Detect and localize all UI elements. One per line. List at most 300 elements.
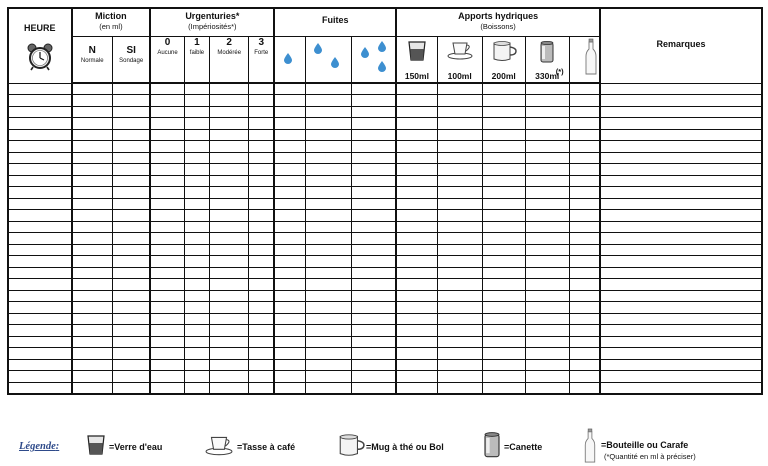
diary-cell[interactable]	[351, 382, 396, 394]
diary-cell[interactable]	[274, 336, 305, 348]
diary-cell[interactable]	[482, 382, 525, 394]
diary-cell[interactable]	[249, 371, 275, 383]
diary-cell[interactable]	[482, 359, 525, 371]
diary-cell[interactable]	[351, 129, 396, 141]
diary-cell[interactable]	[8, 256, 72, 268]
diary-cell[interactable]	[112, 141, 150, 153]
diary-cell[interactable]	[525, 83, 569, 95]
diary-cell[interactable]	[600, 313, 762, 325]
diary-cell[interactable]	[396, 325, 437, 337]
diary-cell[interactable]	[210, 290, 249, 302]
diary-cell[interactable]	[569, 129, 600, 141]
diary-cell[interactable]	[437, 106, 482, 118]
diary-cell[interactable]	[72, 371, 113, 383]
diary-cell[interactable]	[437, 233, 482, 245]
diary-cell[interactable]	[112, 279, 150, 291]
diary-cell[interactable]	[569, 325, 600, 337]
diary-cell[interactable]	[274, 118, 305, 130]
diary-cell[interactable]	[482, 313, 525, 325]
diary-cell[interactable]	[72, 267, 113, 279]
diary-cell[interactable]	[274, 164, 305, 176]
diary-cell[interactable]	[274, 290, 305, 302]
diary-cell[interactable]	[249, 187, 275, 199]
diary-cell[interactable]	[249, 152, 275, 164]
diary-cell[interactable]	[305, 348, 351, 360]
diary-cell[interactable]	[249, 210, 275, 222]
diary-cell[interactable]	[569, 210, 600, 222]
diary-cell[interactable]	[72, 164, 113, 176]
diary-cell[interactable]	[600, 279, 762, 291]
diary-cell[interactable]	[437, 152, 482, 164]
diary-cell[interactable]	[525, 198, 569, 210]
diary-cell[interactable]	[210, 129, 249, 141]
diary-cell[interactable]	[482, 244, 525, 256]
diary-cell[interactable]	[396, 198, 437, 210]
diary-cell[interactable]	[112, 95, 150, 107]
diary-cell[interactable]	[305, 267, 351, 279]
diary-cell[interactable]	[482, 141, 525, 153]
diary-cell[interactable]	[305, 244, 351, 256]
diary-cell[interactable]	[437, 164, 482, 176]
diary-cell[interactable]	[8, 118, 72, 130]
diary-cell[interactable]	[437, 382, 482, 394]
diary-cell[interactable]	[274, 187, 305, 199]
diary-cell[interactable]	[569, 164, 600, 176]
diary-cell[interactable]	[305, 302, 351, 314]
diary-cell[interactable]	[305, 233, 351, 245]
diary-cell[interactable]	[184, 221, 210, 233]
diary-cell[interactable]	[600, 359, 762, 371]
diary-cell[interactable]	[274, 95, 305, 107]
diary-cell[interactable]	[72, 382, 113, 394]
diary-cell[interactable]	[351, 210, 396, 222]
diary-cell[interactable]	[600, 118, 762, 130]
diary-cell[interactable]	[600, 244, 762, 256]
diary-cell[interactable]	[396, 302, 437, 314]
diary-cell[interactable]	[72, 290, 113, 302]
diary-cell[interactable]	[112, 313, 150, 325]
diary-cell[interactable]	[437, 256, 482, 268]
diary-cell[interactable]	[305, 221, 351, 233]
diary-cell[interactable]	[184, 348, 210, 360]
diary-cell[interactable]	[72, 141, 113, 153]
diary-cell[interactable]	[112, 267, 150, 279]
diary-cell[interactable]	[482, 256, 525, 268]
diary-cell[interactable]	[8, 359, 72, 371]
diary-cell[interactable]	[210, 382, 249, 394]
diary-cell[interactable]	[184, 118, 210, 130]
diary-cell[interactable]	[8, 210, 72, 222]
diary-cell[interactable]	[8, 187, 72, 199]
diary-cell[interactable]	[396, 164, 437, 176]
diary-cell[interactable]	[150, 141, 184, 153]
diary-cell[interactable]	[525, 279, 569, 291]
diary-cell[interactable]	[112, 83, 150, 95]
diary-cell[interactable]	[112, 348, 150, 360]
diary-cell[interactable]	[600, 267, 762, 279]
diary-cell[interactable]	[351, 348, 396, 360]
diary-cell[interactable]	[184, 371, 210, 383]
diary-cell[interactable]	[600, 348, 762, 360]
diary-cell[interactable]	[525, 233, 569, 245]
diary-cell[interactable]	[437, 279, 482, 291]
diary-cell[interactable]	[210, 313, 249, 325]
diary-cell[interactable]	[525, 210, 569, 222]
diary-cell[interactable]	[437, 118, 482, 130]
diary-cell[interactable]	[396, 233, 437, 245]
diary-cell[interactable]	[305, 279, 351, 291]
diary-cell[interactable]	[150, 164, 184, 176]
diary-cell[interactable]	[600, 175, 762, 187]
diary-cell[interactable]	[150, 221, 184, 233]
diary-cell[interactable]	[184, 325, 210, 337]
diary-cell[interactable]	[210, 325, 249, 337]
diary-cell[interactable]	[351, 233, 396, 245]
diary-cell[interactable]	[351, 302, 396, 314]
diary-cell[interactable]	[569, 359, 600, 371]
diary-cell[interactable]	[150, 348, 184, 360]
diary-cell[interactable]	[150, 359, 184, 371]
diary-cell[interactable]	[396, 359, 437, 371]
diary-cell[interactable]	[112, 187, 150, 199]
diary-cell[interactable]	[482, 233, 525, 245]
diary-cell[interactable]	[72, 221, 113, 233]
diary-cell[interactable]	[274, 267, 305, 279]
diary-cell[interactable]	[184, 152, 210, 164]
diary-cell[interactable]	[437, 187, 482, 199]
diary-cell[interactable]	[305, 187, 351, 199]
diary-cell[interactable]	[396, 244, 437, 256]
diary-cell[interactable]	[210, 198, 249, 210]
diary-cell[interactable]	[600, 290, 762, 302]
diary-cell[interactable]	[525, 141, 569, 153]
diary-cell[interactable]	[274, 302, 305, 314]
diary-cell[interactable]	[569, 267, 600, 279]
diary-cell[interactable]	[351, 221, 396, 233]
diary-cell[interactable]	[274, 325, 305, 337]
diary-cell[interactable]	[8, 244, 72, 256]
diary-cell[interactable]	[274, 221, 305, 233]
diary-cell[interactable]	[210, 336, 249, 348]
diary-cell[interactable]	[600, 336, 762, 348]
diary-cell[interactable]	[274, 152, 305, 164]
diary-cell[interactable]	[525, 129, 569, 141]
diary-cell[interactable]	[569, 198, 600, 210]
diary-cell[interactable]	[437, 83, 482, 95]
diary-cell[interactable]	[249, 106, 275, 118]
diary-cell[interactable]	[482, 118, 525, 130]
diary-cell[interactable]	[600, 141, 762, 153]
diary-cell[interactable]	[150, 95, 184, 107]
diary-cell[interactable]	[249, 95, 275, 107]
diary-cell[interactable]	[482, 187, 525, 199]
diary-cell[interactable]	[525, 336, 569, 348]
diary-cell[interactable]	[525, 221, 569, 233]
diary-cell[interactable]	[351, 325, 396, 337]
diary-cell[interactable]	[249, 279, 275, 291]
diary-cell[interactable]	[249, 141, 275, 153]
diary-cell[interactable]	[437, 359, 482, 371]
diary-cell[interactable]	[569, 233, 600, 245]
diary-cell[interactable]	[112, 302, 150, 314]
diary-cell[interactable]	[569, 95, 600, 107]
diary-cell[interactable]	[396, 290, 437, 302]
diary-cell[interactable]	[150, 371, 184, 383]
diary-cell[interactable]	[482, 221, 525, 233]
diary-cell[interactable]	[184, 175, 210, 187]
diary-cell[interactable]	[437, 371, 482, 383]
diary-cell[interactable]	[525, 302, 569, 314]
diary-cell[interactable]	[600, 233, 762, 245]
diary-cell[interactable]	[351, 359, 396, 371]
diary-cell[interactable]	[305, 164, 351, 176]
diary-cell[interactable]	[600, 302, 762, 314]
diary-cell[interactable]	[600, 221, 762, 233]
diary-cell[interactable]	[274, 175, 305, 187]
diary-cell[interactable]	[351, 118, 396, 130]
diary-cell[interactable]	[600, 325, 762, 337]
diary-cell[interactable]	[150, 152, 184, 164]
diary-cell[interactable]	[569, 106, 600, 118]
diary-cell[interactable]	[210, 256, 249, 268]
diary-cell[interactable]	[482, 210, 525, 222]
diary-cell[interactable]	[305, 152, 351, 164]
diary-cell[interactable]	[210, 279, 249, 291]
diary-cell[interactable]	[8, 302, 72, 314]
diary-cell[interactable]	[600, 106, 762, 118]
diary-cell[interactable]	[249, 129, 275, 141]
diary-cell[interactable]	[525, 267, 569, 279]
diary-cell[interactable]	[274, 83, 305, 95]
diary-cell[interactable]	[396, 313, 437, 325]
diary-cell[interactable]	[112, 336, 150, 348]
diary-cell[interactable]	[396, 382, 437, 394]
diary-cell[interactable]	[249, 233, 275, 245]
diary-cell[interactable]	[150, 106, 184, 118]
diary-cell[interactable]	[305, 141, 351, 153]
diary-cell[interactable]	[351, 152, 396, 164]
diary-cell[interactable]	[184, 382, 210, 394]
diary-cell[interactable]	[600, 129, 762, 141]
diary-cell[interactable]	[249, 118, 275, 130]
diary-cell[interactable]	[150, 118, 184, 130]
diary-cell[interactable]	[525, 164, 569, 176]
diary-cell[interactable]	[525, 290, 569, 302]
diary-cell[interactable]	[351, 106, 396, 118]
diary-cell[interactable]	[112, 256, 150, 268]
diary-cell[interactable]	[437, 325, 482, 337]
diary-cell[interactable]	[569, 175, 600, 187]
diary-cell[interactable]	[249, 325, 275, 337]
diary-cell[interactable]	[396, 256, 437, 268]
diary-cell[interactable]	[8, 175, 72, 187]
diary-cell[interactable]	[437, 198, 482, 210]
diary-cell[interactable]	[396, 279, 437, 291]
diary-cell[interactable]	[210, 141, 249, 153]
diary-cell[interactable]	[150, 198, 184, 210]
diary-cell[interactable]	[112, 221, 150, 233]
diary-cell[interactable]	[600, 152, 762, 164]
diary-cell[interactable]	[482, 371, 525, 383]
diary-cell[interactable]	[8, 83, 72, 95]
diary-cell[interactable]	[249, 164, 275, 176]
diary-cell[interactable]	[305, 175, 351, 187]
diary-cell[interactable]	[351, 290, 396, 302]
diary-cell[interactable]	[396, 95, 437, 107]
diary-cell[interactable]	[274, 256, 305, 268]
diary-cell[interactable]	[525, 244, 569, 256]
diary-cell[interactable]	[150, 129, 184, 141]
diary-cell[interactable]	[351, 256, 396, 268]
diary-cell[interactable]	[184, 95, 210, 107]
diary-cell[interactable]	[569, 118, 600, 130]
diary-cell[interactable]	[569, 279, 600, 291]
diary-cell[interactable]	[437, 290, 482, 302]
diary-cell[interactable]	[150, 244, 184, 256]
diary-cell[interactable]	[525, 348, 569, 360]
diary-cell[interactable]	[150, 336, 184, 348]
diary-cell[interactable]	[482, 325, 525, 337]
diary-cell[interactable]	[8, 325, 72, 337]
diary-cell[interactable]	[72, 279, 113, 291]
diary-cell[interactable]	[274, 244, 305, 256]
diary-cell[interactable]	[482, 267, 525, 279]
diary-cell[interactable]	[569, 313, 600, 325]
diary-cell[interactable]	[569, 256, 600, 268]
diary-cell[interactable]	[150, 83, 184, 95]
diary-cell[interactable]	[274, 382, 305, 394]
diary-cell[interactable]	[396, 348, 437, 360]
diary-cell[interactable]	[150, 233, 184, 245]
diary-cell[interactable]	[210, 95, 249, 107]
diary-cell[interactable]	[8, 267, 72, 279]
diary-cell[interactable]	[305, 210, 351, 222]
diary-cell[interactable]	[72, 106, 113, 118]
diary-cell[interactable]	[210, 118, 249, 130]
diary-cell[interactable]	[150, 290, 184, 302]
diary-cell[interactable]	[437, 348, 482, 360]
diary-cell[interactable]	[437, 221, 482, 233]
diary-cell[interactable]	[8, 198, 72, 210]
diary-cell[interactable]	[600, 83, 762, 95]
diary-cell[interactable]	[210, 371, 249, 383]
diary-cell[interactable]	[249, 336, 275, 348]
diary-cell[interactable]	[600, 187, 762, 199]
diary-cell[interactable]	[274, 210, 305, 222]
diary-cell[interactable]	[210, 175, 249, 187]
diary-cell[interactable]	[72, 313, 113, 325]
diary-cell[interactable]	[396, 210, 437, 222]
diary-cell[interactable]	[396, 175, 437, 187]
diary-cell[interactable]	[525, 152, 569, 164]
diary-cell[interactable]	[210, 302, 249, 314]
diary-cell[interactable]	[274, 279, 305, 291]
diary-cell[interactable]	[396, 371, 437, 383]
diary-cell[interactable]	[569, 244, 600, 256]
diary-cell[interactable]	[351, 83, 396, 95]
diary-cell[interactable]	[569, 371, 600, 383]
diary-cell[interactable]	[184, 233, 210, 245]
diary-cell[interactable]	[305, 198, 351, 210]
diary-cell[interactable]	[112, 152, 150, 164]
diary-cell[interactable]	[184, 198, 210, 210]
diary-cell[interactable]	[150, 325, 184, 337]
diary-cell[interactable]	[112, 175, 150, 187]
diary-cell[interactable]	[72, 302, 113, 314]
diary-cell[interactable]	[210, 187, 249, 199]
diary-cell[interactable]	[569, 152, 600, 164]
diary-cell[interactable]	[525, 359, 569, 371]
diary-cell[interactable]	[351, 313, 396, 325]
diary-cell[interactable]	[210, 348, 249, 360]
diary-cell[interactable]	[482, 175, 525, 187]
diary-cell[interactable]	[72, 233, 113, 245]
diary-cell[interactable]	[112, 129, 150, 141]
diary-cell[interactable]	[525, 256, 569, 268]
diary-cell[interactable]	[600, 256, 762, 268]
diary-cell[interactable]	[249, 175, 275, 187]
diary-cell[interactable]	[396, 152, 437, 164]
diary-cell[interactable]	[351, 371, 396, 383]
diary-cell[interactable]	[8, 129, 72, 141]
diary-cell[interactable]	[305, 371, 351, 383]
diary-cell[interactable]	[112, 118, 150, 130]
diary-cell[interactable]	[249, 290, 275, 302]
diary-cell[interactable]	[351, 95, 396, 107]
diary-cell[interactable]	[351, 198, 396, 210]
diary-cell[interactable]	[396, 221, 437, 233]
diary-cell[interactable]	[569, 336, 600, 348]
diary-cell[interactable]	[184, 83, 210, 95]
diary-cell[interactable]	[437, 244, 482, 256]
diary-cell[interactable]	[72, 118, 113, 130]
diary-cell[interactable]	[8, 233, 72, 245]
diary-cell[interactable]	[72, 348, 113, 360]
diary-cell[interactable]	[569, 302, 600, 314]
diary-cell[interactable]	[72, 198, 113, 210]
diary-cell[interactable]	[305, 336, 351, 348]
diary-cell[interactable]	[150, 267, 184, 279]
diary-cell[interactable]	[8, 336, 72, 348]
diary-cell[interactable]	[210, 233, 249, 245]
diary-cell[interactable]	[482, 348, 525, 360]
diary-cell[interactable]	[184, 141, 210, 153]
diary-cell[interactable]	[569, 382, 600, 394]
diary-cell[interactable]	[482, 302, 525, 314]
diary-cell[interactable]	[482, 336, 525, 348]
diary-cell[interactable]	[210, 221, 249, 233]
diary-cell[interactable]	[396, 83, 437, 95]
diary-cell[interactable]	[150, 382, 184, 394]
diary-cell[interactable]	[184, 106, 210, 118]
diary-cell[interactable]	[72, 210, 113, 222]
diary-cell[interactable]	[525, 382, 569, 394]
diary-cell[interactable]	[72, 359, 113, 371]
diary-cell[interactable]	[184, 313, 210, 325]
diary-cell[interactable]	[305, 106, 351, 118]
diary-cell[interactable]	[210, 210, 249, 222]
diary-cell[interactable]	[437, 210, 482, 222]
diary-cell[interactable]	[437, 336, 482, 348]
diary-cell[interactable]	[437, 95, 482, 107]
diary-cell[interactable]	[249, 256, 275, 268]
diary-cell[interactable]	[249, 83, 275, 95]
diary-cell[interactable]	[184, 302, 210, 314]
diary-cell[interactable]	[305, 313, 351, 325]
diary-cell[interactable]	[249, 244, 275, 256]
diary-cell[interactable]	[112, 244, 150, 256]
diary-cell[interactable]	[305, 256, 351, 268]
